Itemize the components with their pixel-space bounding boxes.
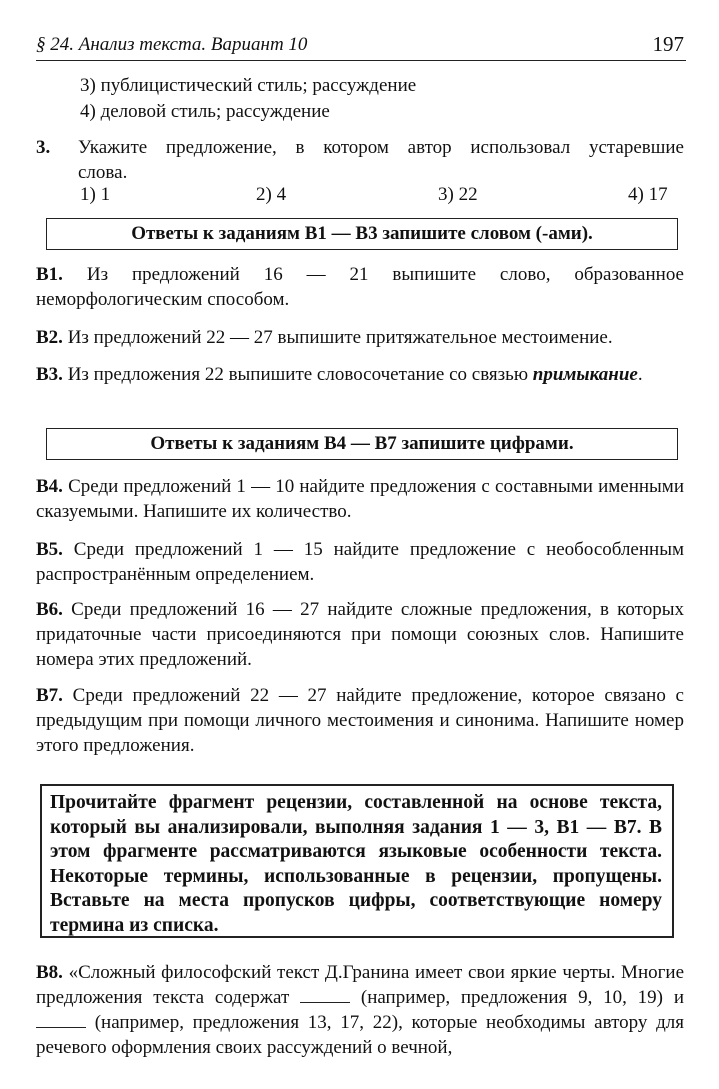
task-b7-label: B7. (36, 685, 63, 706)
answer-blank[interactable] (300, 988, 350, 1003)
instruction-box (40, 784, 674, 938)
section-title: § 24. Анализ текста. Вариант 10 (36, 34, 308, 55)
task-b2 (36, 325, 684, 350)
task-b2-label: B2. (36, 327, 63, 348)
task-b3-label: B3. (36, 364, 63, 385)
task-b5 (36, 537, 684, 587)
task-b1-text: Из предложений 16 — 21 выпишите слово, образованное неморфологическим способом. (36, 264, 684, 310)
task-b4-text: Среди предложений 1 — 10 найдите предложения с составными именными сказуемыми. Напишите их количество. (36, 476, 684, 522)
task3-number: 3. (36, 137, 51, 158)
task-b7 (36, 683, 684, 758)
task-b3-text: Из предложения 22 выпишите словосочетание со связью (67, 364, 533, 385)
task3-option: 4) 17 (628, 184, 668, 205)
task3-option: 1) 1 (80, 184, 111, 205)
task-b6-label: B6. (36, 599, 63, 620)
task-b6 (36, 597, 684, 672)
task3-option: 3) 22 (438, 184, 478, 205)
task-b8 (36, 960, 684, 1060)
task-b8-label: B8. (36, 962, 63, 983)
task-b1 (36, 262, 684, 312)
task-b2-text: Из предложений 22 — 27 выпишите притяжательное местоимение. (67, 327, 613, 348)
task-b8-text-part2: (например, предложения 9, 10, 19) и (350, 987, 684, 1008)
task3-text-line1: Укажите предложение, в котором автор использовал устаревшие (78, 137, 684, 158)
instruction-text: Прочитайте фрагмент рецензии, составленной на основе текста, который вы анализировали, выполняя задания 1 — 3, B1 — B7. В этом фрагменте рассматриваются языковые особенности текста. Некоторые термины, использованные в рецензии, пропущены. Вставьте на места пропусков цифры, соответствующие номеру термина из списка. (50, 792, 662, 936)
task-b6-text: Среди предложений 16 — 27 найдите сложные предложения, в которых придаточные части присоединяются при помощи союзных слов. Напишите номера этих предложений. (36, 599, 684, 670)
task-b5-text: Среди предложений 1 — 15 найдите предложение с необособленным распространённым определением. (36, 539, 684, 585)
task-b8-text-part1: «Сложный философский текст Д.Гранина имеет свои яркие черты. Многие предложения текста содержат (36, 962, 685, 1008)
option-item: 4) деловой стиль; рассуждение (80, 101, 330, 122)
task-b1-label: B1. (36, 264, 63, 285)
task-b4-label: B4. (36, 476, 63, 497)
task-b3-emphasis: примыкание (532, 364, 638, 385)
task3-text-line2: слова. (78, 162, 128, 183)
answers-box-b1-b3: Ответы к заданиям B1 — B3 запишите словом (-ами). (46, 218, 678, 250)
option-item: 3) публицистический стиль; рассуждение (80, 75, 417, 96)
task-b3-tail: . (637, 364, 643, 385)
task3-option: 2) 4 (256, 184, 287, 205)
task-b3 (36, 362, 684, 387)
task-b8-text-part3: (например, предложения 13, 17, 22), которые необходимы автору для речевого оформления своих рассуждений о вечной, (36, 1012, 684, 1058)
header-rule (36, 60, 686, 61)
task-b5-label: B5. (36, 539, 63, 560)
page-number: 197 (652, 32, 684, 56)
task-b4 (36, 474, 684, 524)
page-header (36, 30, 684, 60)
answer-blank[interactable] (36, 1013, 86, 1028)
answers-box-b4-b7: Ответы к заданиям B4 — B7 запишите цифрами. (46, 428, 678, 460)
task-b7-text: Среди предложений 22 — 27 найдите предложение, которое связано с предыдущим при помощи личного местоимения и синонима. Напишите номер этого предложения. (36, 685, 684, 756)
